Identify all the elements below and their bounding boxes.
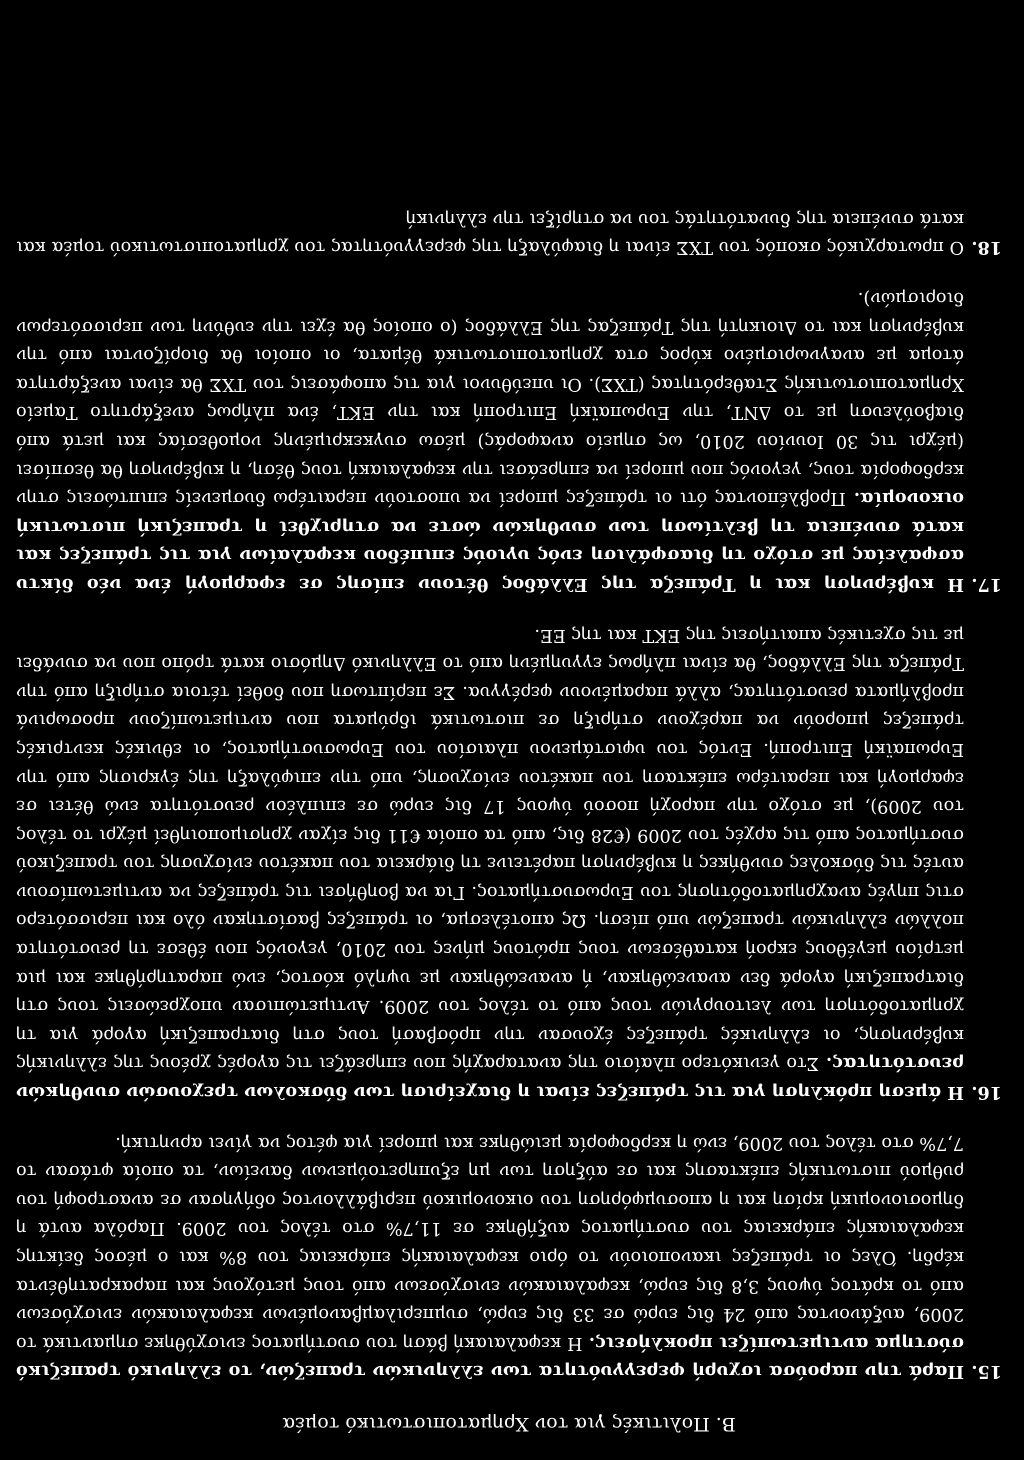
- paragraph-text: Η κεφαλαιακή βάση του συστήματος ενισχύθηκε σημαντικά το 2009, αυξάνοντας από 24 δις ευρώ σε 33 δις ευρώ, συμπεριλαμβανομένων κεφαλαιακών ενισχύσεων από το κράτος ύψους 3,8 δις ευρώ, κεφαλαιακών ενισχύσεων από τους μετόχους και παρακρατηθέντα κέρδη. Όλες οι τράπεζες ικανοποιούν το όριο κεφαλαιακής επάρκειας του 8% και ο μέσος δείκτης κεφαλαιακής επάρκειας του συστήματος αυξήθηκε σε 11,7% στο τέλος του 2009. Παρόλα αυτά η δημοσιονομική κρίση και η αποσυμφόρηση του οικονομικού περιβάλλοντος οδήγησαν σε αναστροφή του ρυθμού πιστωτικής επέκτασης και σε αύξηση των μη εξυπηρετούμενων δανείων, τα οποία φτάσαν το 7,7% στο τέλος του 2009, ενώ η κερδοφορία μειώθηκε και μπορεί για φέτος να γίνει αρνητική.: [16, 1132, 964, 1353]
- paragraph-16: [16, 620, 1002, 1106]
- paragraph-body: [16, 204, 964, 261]
- paragraph-text: Στο γενικότερο πλαίσιο της αναταραχής που επηρεάζει τις αγορές χρέους της ελληνικής κυβέρνησης, οι ελληνικές τράπεζες έχουσαν την πρόσβασή τους στη διατραπεζική αγορά για τη χρηματοδότηση των λειτουργιών τους από το τέλος του 2009. Αντιμετώπισαν υποχρεώσεις τους στη διατραπεζική αγορά δεν ανανεώθηκαν, ή ανανεώθηκαν με υψηλό κόστος, ενώ παρατηρήθηκε και μια μετρίου μεγέθους εκροή καταθέσεων τους πρώτους μήνες του 2010, γεγονός που έθεσε τη ρευστότητα πολλών ελληνικών τραπεζών υπό πίεση. Ως αποτέλεσμα, οι τράπεζες βασίστηκαν όλο και περισσότερο στις πηγές αναχρηματοδότησης του Ευρωσυστήματος. Για να βοηθήσει τις τράπεζες να αντιμετωπίσουν αυτές τις δύσκολες συνθήκες η κυβέρνηση παρέτεινε τη διάρκεια του πακέτου ενίσχυσης του τραπεζικού συστήματος από τις αρχές του 2009 (€28 δις, από τα οποία €11 δις είχαν χρησιμοποιηθεί μέχρι το τέλος του 2009), με στόχο την παροχή ποσού ύψους 17 δις ευρώ σε επιπλέον ρευστότητα ενώ θέτει σε εφαρμογή και περαιτέρω επέκταση του πακέτου ενίσχυσης, υπό την επιφύλαξη της έγκρισης από την Ευρωπαϊκή Επιτροπή. Εντός του υφιστάμενου πλαισίου του Ευρωσυστήματος, οι εθνικές κεντρικές τράπεζες μπορούν να παρέχουν στήριξη σε πιστωτικά ιδρύματα που αντιμετωπίζουν προσωρινά προβλήματα ρευστότητας, αλλά παραμένουν φερέγγυα. Σε περίπτωση που δοθεί τέτοια στήριξη από την Τράπεζα της Ελλάδος, θα είναι πλήρως εγγυημένη από το Ελληνικό Δημόσιο κατά τρόπο που να συνάδει με τις σχετικές απαιτήσεις της ΕΚΤ και της ΕΕ.: [16, 624, 964, 1074]
- paragraph-lead: Η κυβέρνηση και η Τράπεζα της Ελλάδος θέτουν επίσης σε εφαρμογή ένα νέο δίκτυ ασφαλείας με στόχο τη διασφάλιση ενός υγιούς επιπέδου κεφαλαίων για τις τράπεζες και κατά συνέπεια τη βελτίωση των συνθηκών ώστε να στηριχθεί η τραπεζική πιστωτική οικονομία.: [16, 488, 964, 595]
- paragraph-15: [16, 1128, 1002, 1385]
- section-heading: Β. Πολιτικές για τον Χρηματοπιστωτικό τομέα: [282, 1413, 736, 1435]
- paragraph-number: 18.: [971, 237, 1002, 259]
- paragraph-number: 15.: [971, 1361, 1002, 1383]
- paragraph-17: [16, 283, 1002, 598]
- paragraph-text: Προβλέποντας ότι οι τράπεζες μπορεί να υποστούν περαιτέρω δυσμενείς επιπτώσεις στην κερδοφορία τους, γεγονός που μπορεί να επηρεάσει την κεφαλαιακή τους θέση, η κυβέρνηση θα θεσπίσει (μέχρι τις 30 Ιουνίου 2010, ως σημείο αναφοράς) μέσω συγκεκριμένης νομοθεσίας και μετά από διαβούλευση με το ΔΝΤ, την Ευρωπαϊκή Επιτροπή και την ΕΚΤ, ένα πλήρως ανεξάρτητο Ταμείο Χρηματοπιστωτικής Σταθερότητας (ΤΧΣ). Οι υπεύθυνοι για τις αποφάσεις του ΤΧΣ θα είναι ανεξάρτητα άτομα με αναγνωρισμένο κύρος στα χρηματοπιστωτικά θέματα, οι οποίοι θα διορίζονται από την κυβέρνηση και το Διοικητή της Τράπεζας της Ελλάδος (ο οποίος θα έχει την ευθύνη των περισσότερων διορισμών).: [15, 288, 964, 509]
- paragraph-body: [16, 283, 964, 598]
- paragraph-18: [16, 204, 1002, 261]
- document-body: [16, 182, 1002, 1438]
- paragraph-lead: Παρά την παρούσα ισχυρή φερεγγυότητα των ελληνικών τραπεζών, το ελληνικό τραπεζικό σύστημα αντιμετωπίζει προκλήσεις.: [16, 1332, 964, 1383]
- paragraph-number: 16.: [971, 1082, 1002, 1104]
- paragraph-text: Ο πρωταρχικός σκοπός του ΤΧΣ είναι η διαφύλαξη της φερεγγυότητας του χρηματοπιστωτικού τομέα και κατά συνέπεια της δυνατότητάς του να στηρίξει την ελληνική: [16, 208, 964, 258]
- paragraph-body: [16, 620, 964, 1106]
- paragraph-body: [16, 1128, 964, 1385]
- paragraph-number: 17.: [971, 573, 1002, 595]
- paragraph-lead: Η άμεση πρόκληση για τις τράπεζες είναι η διαχείριση των δύσκολων τρεχουσών συνθηκών ρευστότητας.: [16, 1053, 964, 1104]
